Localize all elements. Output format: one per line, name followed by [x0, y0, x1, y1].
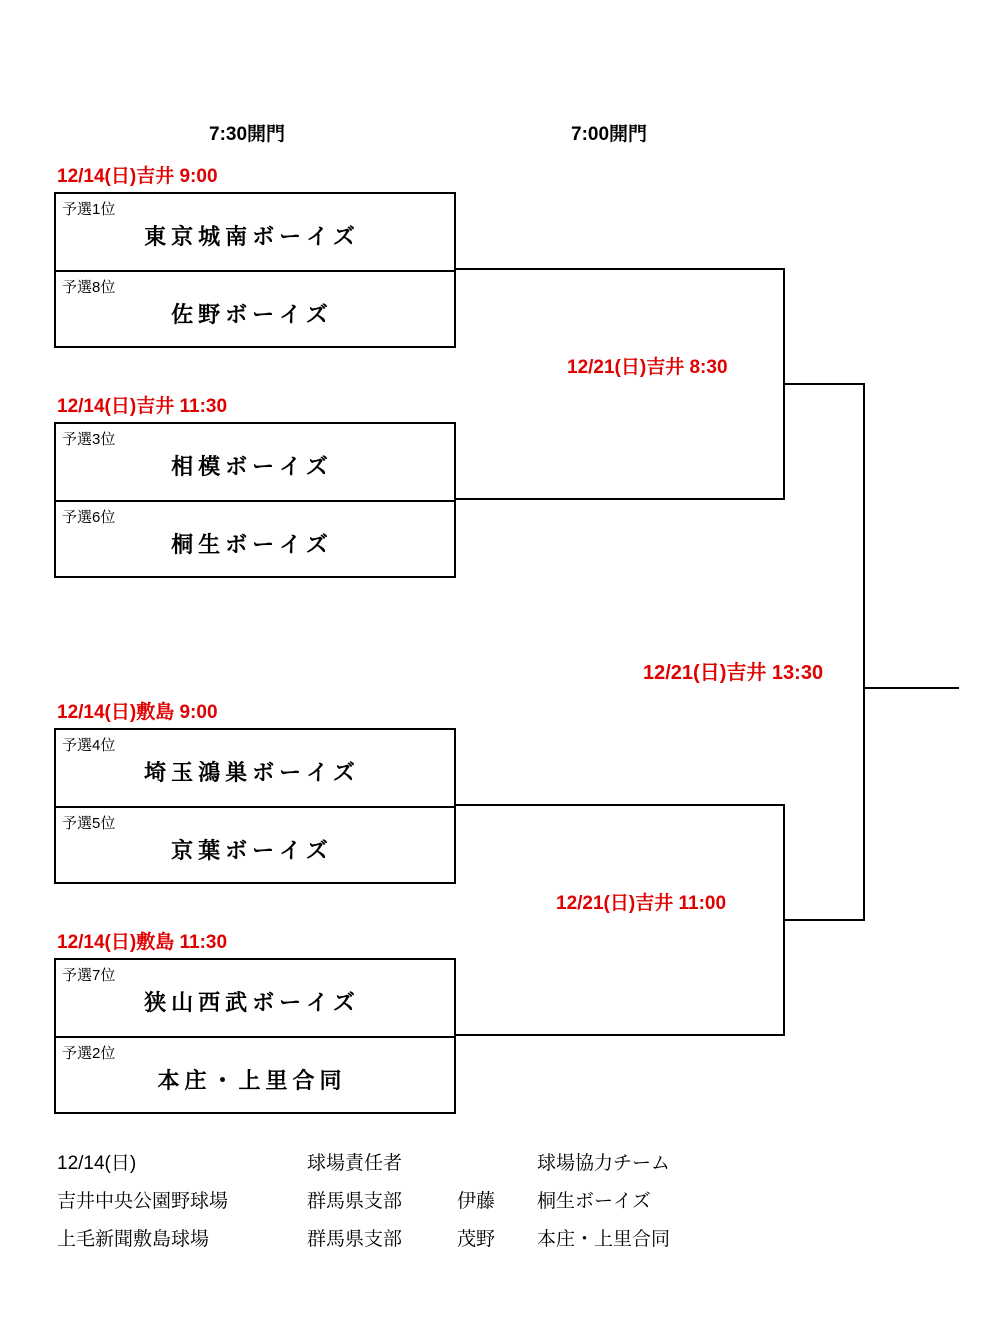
match-time-r1-m4: 12/14(日)敷島 11:30: [57, 932, 228, 953]
venue-name: 吉井中央公園野球場: [57, 1191, 229, 1212]
connector-line: [863, 383, 865, 921]
footer-support-header: 球場協力チーム: [537, 1153, 671, 1174]
team-name: 桐生ボーイズ: [171, 532, 333, 557]
venue-info-row: [57, 1224, 937, 1262]
match-r1-m1: [54, 192, 456, 348]
bracket-slot: [56, 730, 454, 806]
connector-line: [783, 919, 865, 921]
bracket-slot: [56, 960, 454, 1036]
seed-label: 予選6位: [62, 509, 116, 526]
bracket-slot: [56, 194, 454, 270]
team-name: 相模ボーイズ: [171, 454, 333, 479]
bracket-slot: [56, 806, 454, 882]
venue-branch: 群馬県支部: [307, 1191, 403, 1212]
seed-label: 予選7位: [62, 967, 116, 984]
footer-manager-header: 球場責任者: [307, 1153, 403, 1174]
match-time-sf2: 12/21(日)吉井 11:00: [556, 893, 727, 914]
match-time-r1-m2: 12/14(日)吉井 11:30: [57, 396, 228, 417]
venue-info-header: [57, 1148, 937, 1186]
seed-label: 予選1位: [62, 201, 116, 218]
venue-support-team: 本庄・上里合同: [537, 1229, 671, 1250]
bracket-slot: [56, 500, 454, 576]
match-r1-m4: [54, 958, 456, 1114]
venue-branch: 群馬県支部: [307, 1229, 403, 1250]
connector-line: [454, 804, 784, 806]
seed-label: 予選3位: [62, 431, 116, 448]
connector-line: [863, 687, 959, 689]
venue-support-team: 桐生ボーイズ: [537, 1191, 651, 1212]
connector-line: [783, 383, 865, 385]
connector-line: [454, 1034, 784, 1036]
footer-date: 12/14(日): [57, 1153, 137, 1174]
team-name: 京葉ボーイズ: [171, 838, 333, 863]
match-time-sf1: 12/21(日)吉井 8:30: [567, 357, 728, 378]
bracket-slot: [56, 270, 454, 346]
seed-label: 予選5位: [62, 815, 116, 832]
match-time-r1-m1: 12/14(日)吉井 9:00: [57, 166, 218, 187]
venue-person: 茂野: [457, 1229, 496, 1250]
bracket-slot: [56, 424, 454, 500]
bracket-slot: [56, 1036, 454, 1112]
team-name: 東京城南ボーイズ: [144, 224, 360, 249]
venue-info-table: [57, 1148, 937, 1262]
connector-line: [454, 498, 784, 500]
team-name: 埼玉鴻巣ボーイズ: [144, 760, 360, 785]
venue-person: 伊藤: [457, 1191, 496, 1212]
match-r1-m3: [54, 728, 456, 884]
match-time-r1-m3: 12/14(日)敷島 9:00: [57, 702, 218, 723]
gate-label-left: 7:30開門: [209, 124, 286, 145]
seed-label: 予選2位: [62, 1045, 116, 1062]
seed-label: 予選4位: [62, 737, 116, 754]
venue-info-row: [57, 1186, 937, 1224]
venue-name: 上毛新聞敷島球場: [57, 1229, 210, 1250]
match-time-final: 12/21(日)吉井 13:30: [643, 662, 824, 684]
team-name: 佐野ボーイズ: [171, 302, 333, 327]
gate-label-right: 7:00開門: [571, 124, 648, 145]
team-name: 狭山西武ボーイズ: [144, 990, 360, 1015]
match-r1-m2: [54, 422, 456, 578]
team-name: 本庄・上里合同: [157, 1068, 347, 1093]
seed-label: 予選8位: [62, 279, 116, 296]
connector-line: [454, 268, 784, 270]
